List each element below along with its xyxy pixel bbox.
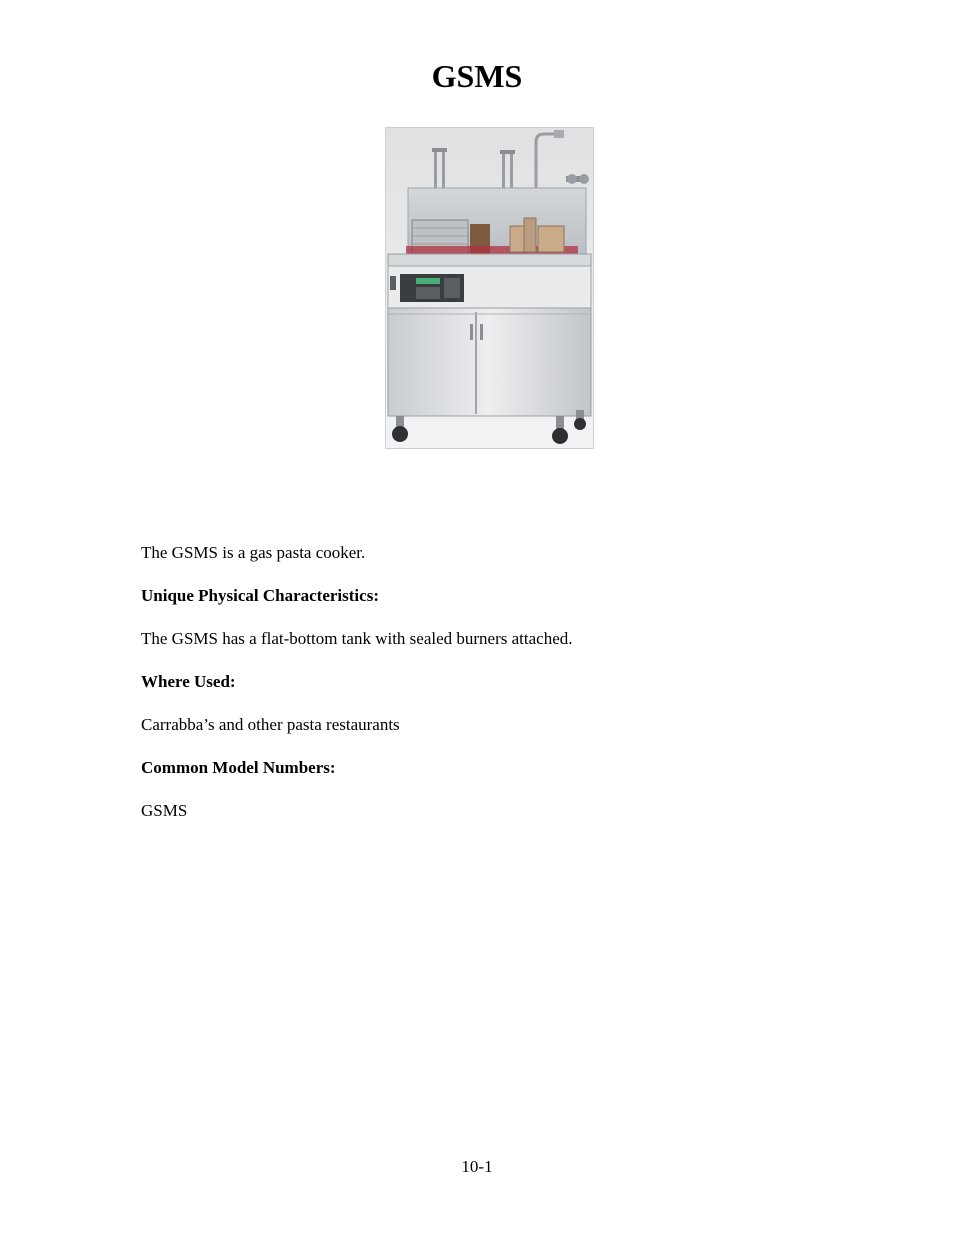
section-body-characteristics: The GSMS has a flat-bottom tank with sealed burners attached. (141, 629, 573, 648)
pasta-cooker-illustration (386, 128, 593, 448)
section-heading-characteristics: Unique Physical Characteristics: (141, 586, 379, 605)
intro-text: The GSMS is a gas pasta cooker. (141, 543, 366, 562)
section-heading-where-used: Where Used: (141, 672, 236, 691)
section-body-model-numbers: GSMS (141, 801, 188, 820)
product-photo (385, 127, 594, 449)
section-body-where-used: Carrabba’s and other pasta restaurants (141, 715, 400, 734)
page-number: 10-1 (461, 1157, 493, 1176)
page-title: GSMS (431, 58, 523, 94)
section-heading-model-numbers: Common Model Numbers: (141, 758, 336, 777)
